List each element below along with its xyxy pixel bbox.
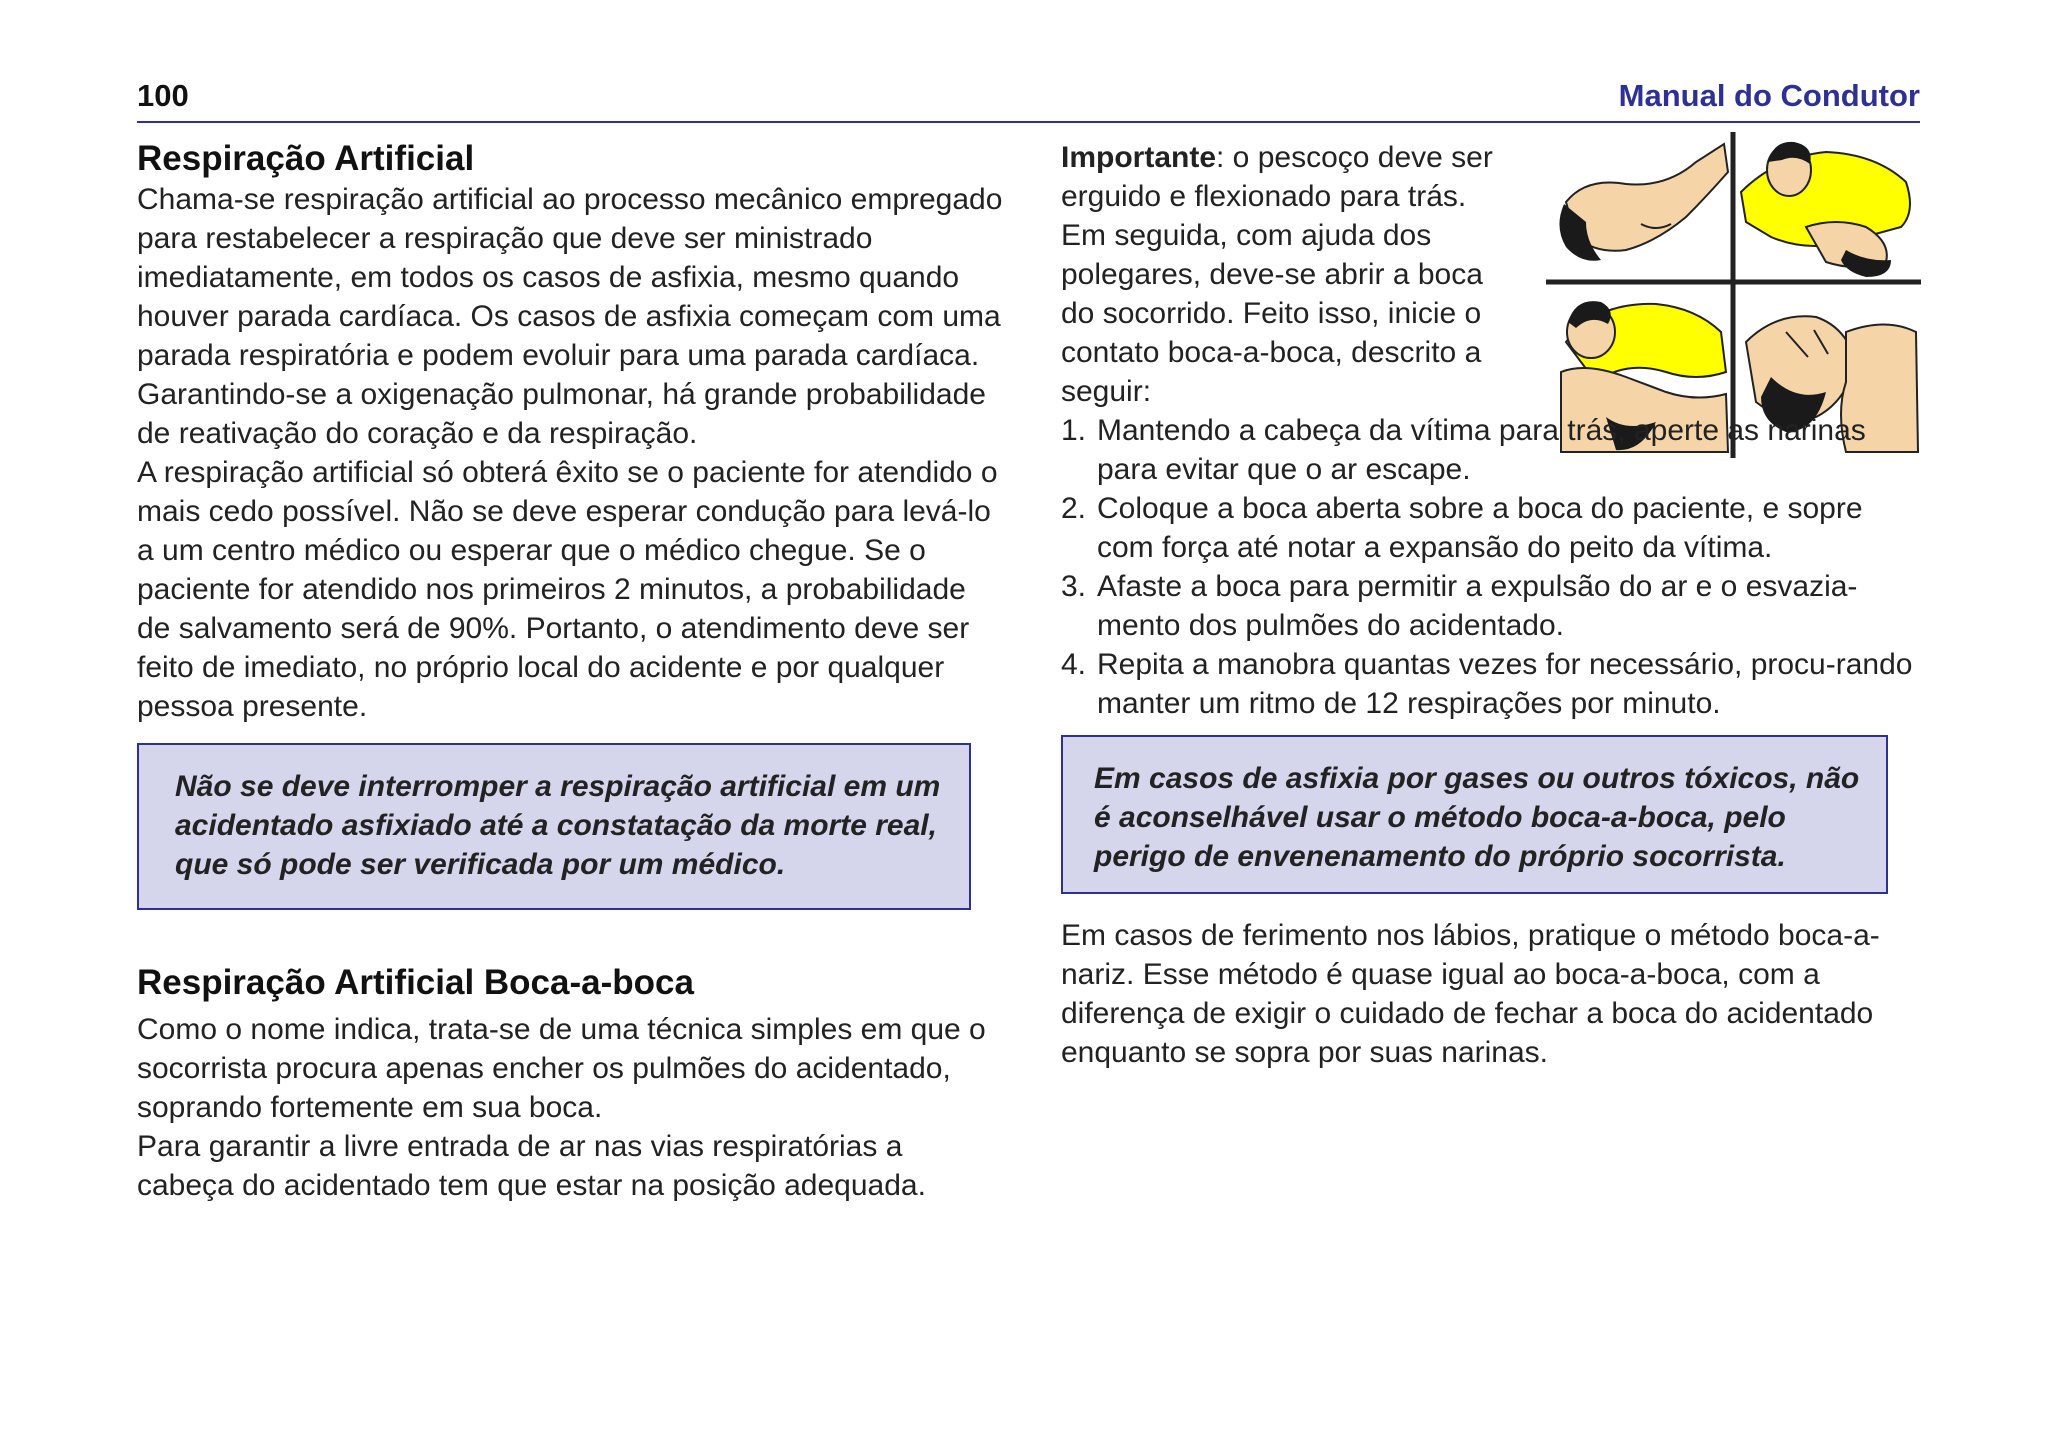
left-column <box>137 138 1007 1205</box>
step-number: 4. <box>1061 648 1087 681</box>
section-title-boca-a-boca: Respiração Artificial Boca-a-boca <box>137 963 694 1002</box>
warning-note-box: Não se deve interromper a respiração artificial em um acidentado asfixiado até a constatação da morte real, que só pode ser verificada por um médico. <box>137 743 971 910</box>
step-text: Afaste a boca para permitir a expulsão do ar e o esvazia-mento dos pulmões do acidentado. <box>1097 570 1858 642</box>
list-item <box>1061 489 1921 567</box>
section-title-respiracao-artificial: Respiração Artificial <box>137 139 475 178</box>
step-number: 3. <box>1061 570 1087 603</box>
paragraph: Em seguida, com ajuda dos polegares, deve-se abrir a boca do socorrido. Feito isso, inicie o contato boca-a-boca, descrito a seguir: <box>1061 219 1483 408</box>
important-label: Importante <box>1061 141 1217 174</box>
paragraph: Em casos de ferimento nos lábios, pratique o método boca-a-nariz. Esse método é quase igual ao boca-a-boca, com a diferença de exigir o cuidado de fechar a boca do acidentado enquanto se sopra por suas narinas. <box>1061 919 1880 1069</box>
paragraph: Chama-se respiração artificial ao processo mecânico empregado para restabelecer a respiração que deve ser ministrado imediatamente, em todos os casos de asfixia, mesmo quando houver parada cardíaca. Os casos de asfixia começam com uma parada respiratória e podem evoluir para uma parada cardíaca. Garantindo-se a oxigenação pulmonar, há grande probabilidade de reativação do coração e da respiração. <box>137 183 1003 450</box>
paragraph: A respiração artificial só obterá êxito se o paciente for atendido o mais cedo possível. Não se deve esperar condução para levá-lo a um centro médico ou esperar que o médico chegue. Se o paciente for atendido nos primeiros 2 minutos, a probabilidade de salvamento será de 90%. Portanto, o atendimento deve ser feito de imediato, no próprio local do acidente e por qualquer pessoa presente. <box>137 456 998 723</box>
list-item <box>1061 411 1921 489</box>
warning-note-box: Em casos de asfixia por gases ou outros tóxicos, não é aconselhável usar o método boca-a-boca, pelo perigo de envenenamento do próprio socorrista. <box>1061 735 1888 894</box>
step-number: 1. <box>1061 414 1087 447</box>
paragraph: Como o nome indica, trata-se de uma técnica simples em que o socorrista procura apenas encher os pulmões do acidentado, soprando fortemente em sua boca. <box>137 1013 986 1124</box>
right-column <box>1061 138 1921 1072</box>
list-item <box>1061 567 1921 645</box>
important-paragraph <box>1061 138 1511 216</box>
header-divider <box>137 121 1920 123</box>
list-item <box>1061 645 1921 723</box>
mouth-to-mouth-illustration <box>1546 132 1921 458</box>
paragraph: Para garantir a livre entrada de ar nas vias respiratórias a cabeça do acidentado tem que estar na posição adequada. <box>137 1130 926 1202</box>
page-number: 100 <box>137 78 189 113</box>
step-text: Coloque a boca aberta sobre a boca do paciente, e sopre com força até notar a expansão do peito da vítima. <box>1097 492 1863 564</box>
important-text: : o pescoço deve ser erguido e flexionado para trás. <box>1061 141 1493 213</box>
manual-title: Manual do Condutor <box>1618 78 1920 113</box>
step-text: Mantendo a cabeça da vítima para trás, aperte as narinas para evitar que o ar escape. <box>1097 414 1866 486</box>
step-number: 2. <box>1061 492 1087 525</box>
step-text: Repita a manobra quantas vezes for necessário, procu-rando manter um ritmo de 12 respirações por minuto. <box>1097 648 1913 720</box>
steps-list <box>1061 411 1921 723</box>
